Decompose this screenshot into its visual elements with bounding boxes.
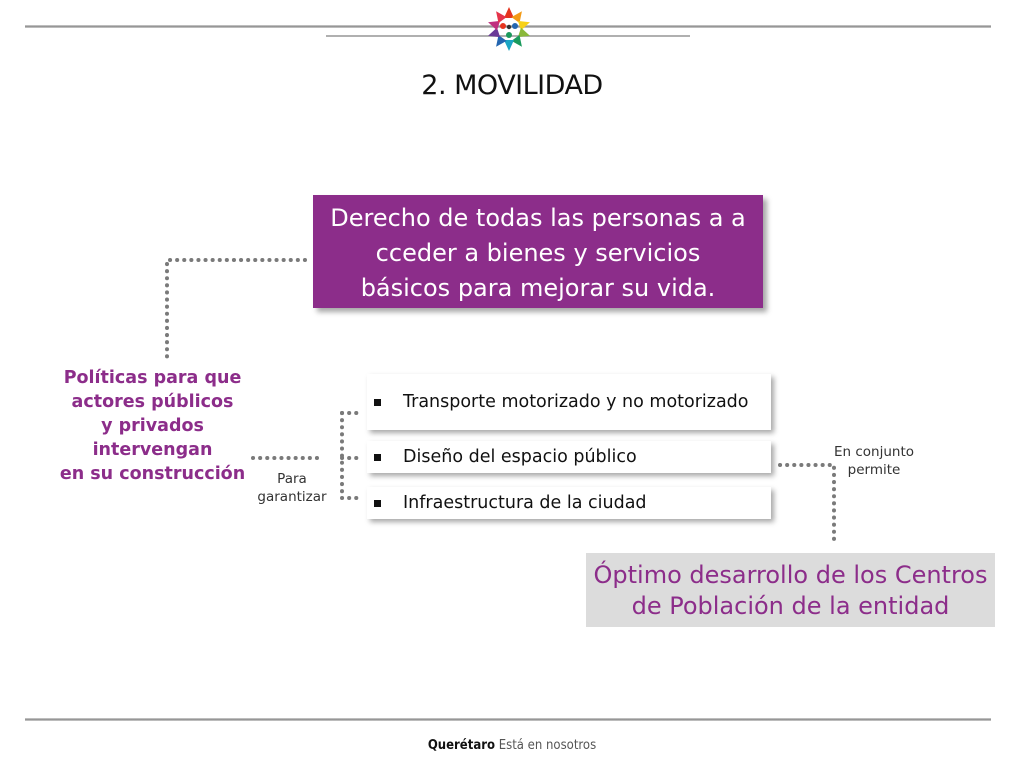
policies-line-4: en su construcción (59, 464, 246, 484)
page-title: 2. MOVILIDAD (421, 70, 603, 101)
connector-label-guarantee (252, 470, 332, 506)
guarantee-line-1: Para (277, 471, 307, 487)
footer-rule (25, 718, 991, 721)
result-box (586, 553, 995, 627)
list-item-transport (367, 374, 771, 430)
policies-line-3: y privados intervengan (92, 416, 213, 460)
guarantee-line-2: garantizar (257, 489, 327, 505)
main-box-line-1: Derecho de todas las personas a a (330, 204, 746, 232)
bullet-icon (374, 500, 381, 507)
footer-slogan: Está en nosotros (498, 738, 597, 753)
together-line-2: permite (847, 462, 901, 478)
together-line-1: En conjunto (833, 444, 915, 460)
item-label: Infraestructura de la ciudad (403, 493, 647, 513)
bullet-icon (374, 399, 381, 406)
list-item-public-space (367, 441, 771, 473)
main-box-line-3: básicos para mejorar su vida. (360, 274, 716, 302)
main-box-line-2: cceder a bienes y servicios (375, 239, 701, 267)
connector-label-together (820, 443, 928, 479)
footer-tagline (0, 738, 1024, 753)
result-line-2: de Población de la entidad (631, 592, 950, 620)
item-label: Diseño del espacio público (403, 447, 637, 467)
result-line-1: Óptimo desarrollo de los Centros (593, 561, 988, 589)
policies-text (40, 366, 265, 486)
policies-line-1: Políticas para que (63, 368, 242, 388)
item-label: Transporte motorizado y no motorizado (403, 392, 749, 412)
bullet-icon (374, 454, 381, 461)
footer-brand: Querétaro (427, 738, 496, 753)
list-item-infrastructure (367, 487, 771, 519)
policies-line-2: actores públicos (71, 392, 234, 412)
main-definition-box (313, 195, 763, 308)
